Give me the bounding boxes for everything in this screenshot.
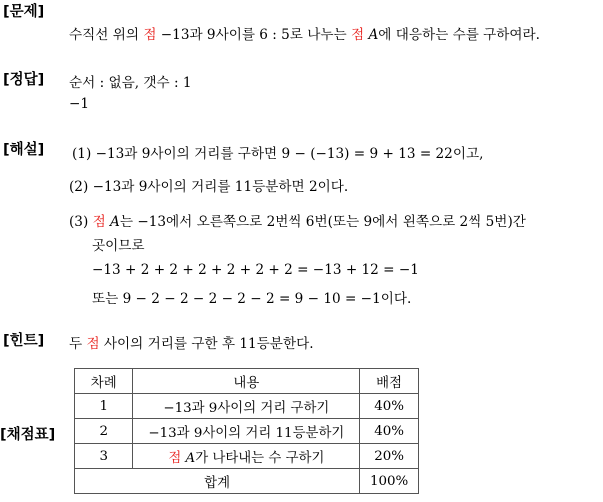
problem-text-c: 에 대응하는 수를 구하여라. bbox=[378, 27, 540, 43]
row-score: 40% bbox=[360, 419, 419, 444]
problem-text-a: 수직선 위의 bbox=[69, 27, 144, 43]
row-number: 3 bbox=[75, 444, 133, 469]
point-a-symbol: A bbox=[185, 450, 196, 466]
solution-step3 bbox=[69, 210, 526, 230]
problem-text bbox=[69, 23, 540, 43]
answer-label: [정답] bbox=[3, 72, 45, 88]
point-keyword: 점 bbox=[92, 214, 106, 230]
row-score: 40% bbox=[360, 394, 419, 419]
point-a-symbol: A bbox=[368, 27, 379, 43]
point-keyword: 점 bbox=[168, 450, 182, 466]
solution-label: [해설] bbox=[3, 142, 45, 158]
rubric-header-score: 배점 bbox=[360, 369, 419, 394]
point-keyword: 점 bbox=[143, 27, 157, 43]
row-score: 20% bbox=[360, 444, 419, 469]
hint-label: [힌트] bbox=[3, 333, 45, 349]
row-content-rest: 가 나타내는 수 구하기 bbox=[195, 450, 325, 466]
rubric-header-content: 내용 bbox=[133, 369, 360, 394]
row-number: 1 bbox=[75, 394, 133, 419]
table-row bbox=[75, 394, 419, 419]
table-row bbox=[75, 444, 419, 469]
point-keyword: 점 bbox=[86, 336, 100, 352]
answer-line1: 순서 : 없음, 갯수 : 1 bbox=[69, 75, 192, 91]
step3-rest: 는 −13에서 오른쪽으로 2번씩 6번(또는 9에서 왼쪽으로 2씩 5번)간 bbox=[119, 214, 526, 230]
solution-step1: (1) −13과 9사이의 거리를 구하면 9 − (−13) = 9 + 13 = 22이고, bbox=[72, 146, 484, 162]
problem-label: [문제] bbox=[3, 4, 45, 20]
row-content: −13과 9사이의 거리 11등분하기 bbox=[133, 419, 360, 444]
rubric-header-order: 차례 bbox=[75, 369, 133, 394]
problem-text-b: −13과 9사이를 6 : 5로 나누는 bbox=[156, 27, 351, 43]
total-label: 합계 bbox=[75, 469, 360, 494]
solution-step2: (2) −13과 9사이의 거리를 11등분하면 2이다. bbox=[69, 179, 349, 195]
rubric-header-row bbox=[75, 369, 419, 394]
step3-prefix: (3) bbox=[69, 214, 93, 230]
rubric-total-row bbox=[75, 469, 419, 494]
answer-line2: −1 bbox=[69, 96, 90, 112]
rubric-label: [채점표] bbox=[0, 427, 56, 443]
rubric-table bbox=[74, 368, 419, 494]
row-content: −13과 9사이의 거리 구하기 bbox=[133, 394, 360, 419]
solution-step3-eq2: 또는 9 − 2 − 2 − 2 − 2 − 2 = 9 − 10 = −1이다. bbox=[92, 291, 412, 307]
hint-text-b: 사이의 거리를 구한 후 11등분한다. bbox=[99, 336, 314, 352]
solution-step3-cont: 곳이므로 bbox=[92, 238, 145, 254]
point-keyword: 점 bbox=[350, 27, 365, 43]
hint-text bbox=[69, 332, 314, 352]
table-row bbox=[75, 419, 419, 444]
solution-step3-eq1: −13 + 2 + 2 + 2 + 2 + 2 + 2 = −13 + 12 = −1 bbox=[92, 262, 419, 278]
hint-text-a: 두 bbox=[69, 336, 87, 352]
point-a-symbol: A bbox=[110, 214, 120, 230]
row-content bbox=[133, 444, 360, 469]
row-number: 2 bbox=[75, 419, 133, 444]
total-score: 100% bbox=[360, 469, 419, 494]
